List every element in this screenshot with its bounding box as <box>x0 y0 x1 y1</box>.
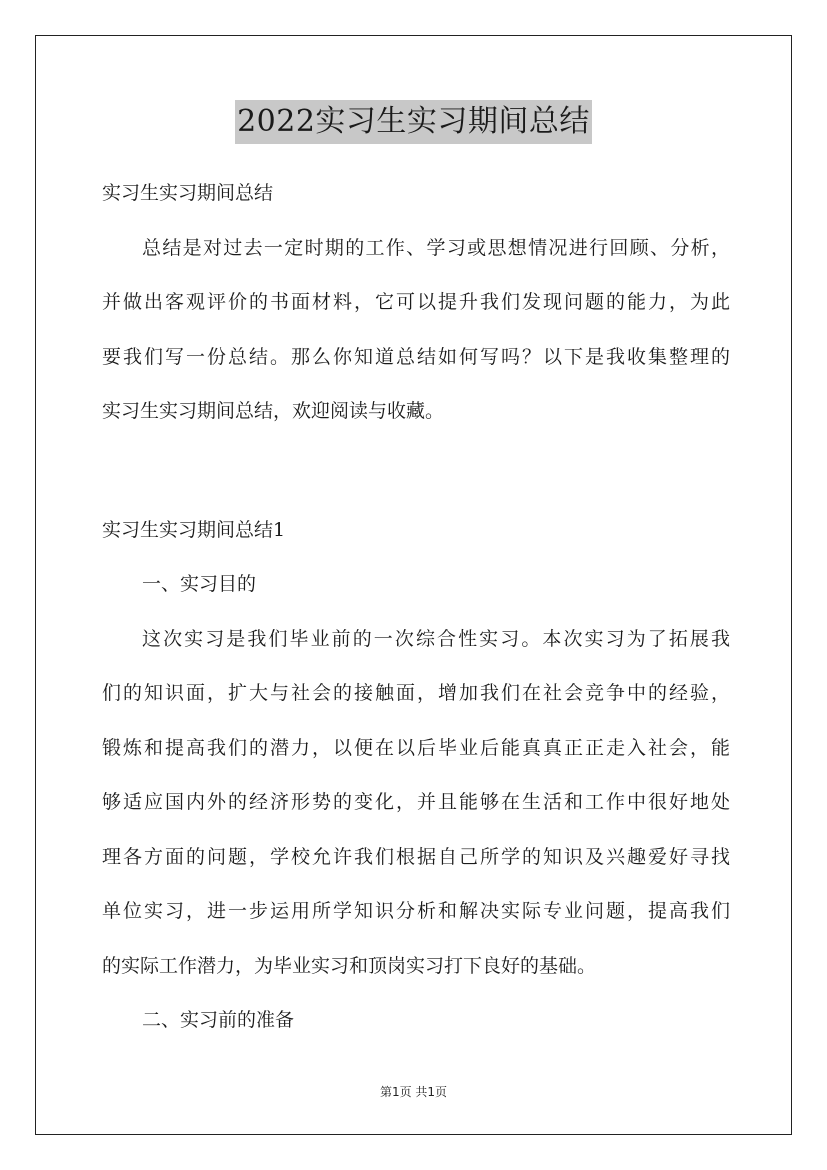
section-heading: 实习生实习期间总结 <box>102 182 274 204</box>
title-container <box>0 100 827 144</box>
paragraph-line: 锻炼和提高我们的潜力，以便在以后毕业后能真真正正走入社会，能 <box>102 736 730 759</box>
document-title: 2022实习生实习期间总结 <box>235 100 592 144</box>
paragraph-line: 们的知识面，扩大与社会的接触面，增加我们在社会竞争中的经验， <box>102 682 730 704</box>
paragraph-line: 够适应国内外的经济形势的变化，并且能够在生活和工作中很好地处 <box>102 791 730 813</box>
page-footer: 第1页 共1页 <box>379 1085 448 1099</box>
paragraph-line: 这次实习是我们毕业前的一次综合性实习。本次实习为了拓展我 <box>142 627 730 650</box>
section-heading: 实习生实习期间总结1 <box>102 518 286 541</box>
subsection-heading: 二、实习前的准备 <box>142 1009 295 1031</box>
paragraph-line: 理各方面的问题，学校允许我们根据自己所学的知识及兴趣爱好寻找 <box>102 845 730 868</box>
subsection-heading: 一、实习目的 <box>142 573 257 595</box>
paragraph-line: 要我们写一份总结。那么你知道总结如何写吗？以下是我收集整理的 <box>102 345 730 368</box>
paragraph-line: 总结是对过去一定时期的工作、学习或思想情况进行回顾、分析， <box>142 236 730 259</box>
paragraph-line: 实习生实习期间总结，欢迎阅读与收藏。 <box>102 400 445 422</box>
document-body <box>102 166 730 1048</box>
spacer <box>102 439 730 503</box>
paragraph-line: 单位实习，进一步运用所学知识分析和解决实际专业问题，提高我们 <box>102 900 730 922</box>
paragraph-line: 并做出客观评价的书面材料，它可以提升我们发现问题的能力，为此 <box>102 291 730 313</box>
paragraph-line: 的实际工作潜力，为毕业实习和顶岗实习打下良好的基础。 <box>102 954 597 977</box>
